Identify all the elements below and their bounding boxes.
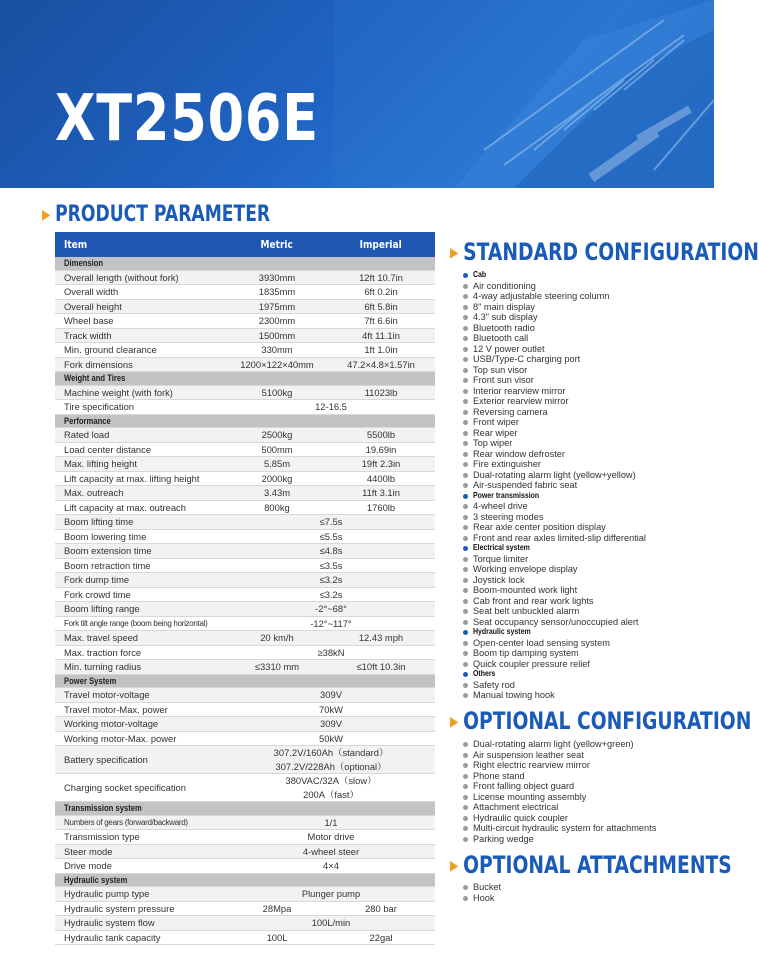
row-metric-value: 1835mm (227, 285, 327, 300)
list-category-text: Cab (473, 270, 487, 279)
list-item: Torque limiter (462, 554, 692, 565)
row-metric-value: 2500kg (227, 428, 327, 443)
row-item-label: Track width (55, 328, 227, 343)
list-item: 4.3" sub display (462, 312, 692, 323)
row-item-label: Fork dimensions (55, 357, 227, 372)
table-row (55, 299, 435, 314)
table-row (55, 815, 435, 830)
table-row (55, 916, 435, 931)
row-metric-value: 28Mpa (227, 901, 327, 916)
list-item: Boom-mounted work light (462, 585, 692, 596)
table-row (55, 314, 435, 329)
value-line-2: 307.2V/228Ah（optional） (275, 760, 387, 772)
table-row (55, 500, 435, 515)
model-title: XT2506E (55, 82, 319, 156)
table-section-row (55, 873, 435, 887)
table-row (55, 859, 435, 874)
list-item: Front and rear axles limited-slip differential (462, 533, 692, 544)
list-item: Front falling object guard (462, 781, 692, 792)
list-category (462, 491, 692, 502)
row-imperial-value: 5500lb (327, 428, 435, 443)
list-item: Rear window defroster (462, 449, 692, 460)
optional-attachments-list (462, 882, 692, 903)
list-item: Multi-circuit hydraulic system for attachments (462, 823, 692, 834)
row-imperial-value: 12.43 mph (327, 631, 435, 646)
row-imperial-value: 19ft 2.3in (327, 457, 435, 472)
list-category-text: Power transmission (473, 490, 540, 500)
list-category-text: Electrical system (473, 543, 530, 552)
row-merged-value: 12-16.5 (227, 400, 435, 415)
section-label-text: Power System (64, 675, 117, 686)
row-item-label: Hydraulic pump type (55, 887, 227, 902)
section-label-text: Transmission system (64, 803, 142, 813)
row-item-label: Drive mode (55, 859, 227, 874)
list-item: 3 steering modes (462, 512, 692, 523)
spec-table-body (55, 257, 435, 945)
arrow-right-icon: ▶ (42, 207, 51, 223)
row-item-label: Max. travel speed (55, 631, 227, 646)
list-item: Boom tip damping system (462, 648, 692, 659)
row-imperial-value: 280 bar (327, 901, 435, 916)
row-merged-value (227, 774, 435, 802)
value-line-1: 307.2V/160Ah（standard） (273, 747, 389, 758)
row-item-label: Max. lifting height (55, 457, 227, 472)
row-imperial-value: 22gal (327, 930, 435, 945)
list-item: Front sun visor (462, 375, 692, 386)
row-item-label: Machine weight (with fork) (55, 385, 227, 400)
row-merged-value: 309V (227, 688, 435, 703)
list-item: 12 V power outlet (462, 344, 692, 355)
list-item: Bucket (462, 882, 692, 893)
row-item-label: Charging socket specification (55, 774, 227, 802)
row-merged-value: ≤3.2s (227, 587, 435, 602)
list-item: 4-way adjustable steering column (462, 291, 692, 302)
list-item: Hydraulic quick coupler (462, 813, 692, 824)
row-item-label: Transmission type (55, 830, 227, 845)
list-item: Phone stand (462, 771, 692, 782)
table-row (55, 573, 435, 588)
row-item-label: Battery specification (55, 746, 227, 774)
row-merged-value: 4×4 (227, 859, 435, 874)
row-merged-value: ≤3.5s (227, 558, 435, 573)
table-row (55, 602, 435, 617)
row-item-label: Fork dump time (55, 573, 227, 588)
table-row (55, 717, 435, 732)
list-item: 4-wheel drive (462, 501, 692, 512)
table-row (55, 774, 435, 802)
row-metric-value: 1975mm (227, 299, 327, 314)
table-row (55, 558, 435, 573)
section-label-text: Weight and Tires (64, 373, 126, 383)
list-item: Rear axle center position display (462, 522, 692, 533)
row-metric-value: 1200×122×40mm (227, 357, 327, 372)
row-item-label: Wheel base (55, 314, 227, 329)
row-item-label: Steer mode (55, 844, 227, 859)
standard-configuration-title: ▶ STANDARD CONFIGURATION (450, 238, 759, 266)
table-row (55, 702, 435, 717)
row-merged-value: ≤3.2s (227, 573, 435, 588)
row-merged-value: 50kW (227, 731, 435, 746)
list-item: 8" main display (462, 302, 692, 313)
optional-configuration-list (462, 739, 692, 844)
table-row (55, 587, 435, 602)
row-item-label: Lift capacity at max. lifting height (55, 471, 227, 486)
list-category (462, 543, 692, 554)
row-item-label: Overall height (55, 299, 227, 314)
row-metric-value: 3.43m (227, 486, 327, 501)
row-metric-value: 1500mm (227, 328, 327, 343)
header-banner (0, 0, 714, 188)
row-metric-value: 800kg (227, 500, 327, 515)
row-merged-value: 4-wheel steer (227, 844, 435, 859)
list-item: License mounting assembly (462, 792, 692, 803)
table-row (55, 901, 435, 916)
list-item: Cab front and rear work lights (462, 596, 692, 607)
row-item-label: Hydraulic system flow (55, 916, 227, 931)
list-category (462, 270, 692, 281)
list-item: Dual-rotating alarm light (yellow+green) (462, 739, 692, 750)
table-row (55, 428, 435, 443)
list-category (462, 627, 692, 638)
row-imperial-value: 47.2×4.8×1.57in (327, 357, 435, 372)
table-row (55, 731, 435, 746)
list-item: Reversing camera (462, 407, 692, 418)
col-header-metric: Metric (227, 232, 327, 257)
arrow-right-icon: ▶ (450, 714, 459, 730)
section-label (55, 372, 435, 386)
table-row (55, 645, 435, 660)
list-item: Hook (462, 893, 692, 904)
optional-attachments-title: ▶ OPTIONAL ATTACHMENTS (450, 851, 732, 879)
row-merged-value: -2°~68° (227, 602, 435, 617)
list-item: Seat occupancy sensor/unoccupied alert (462, 617, 692, 628)
spec-table-header (55, 232, 435, 257)
row-item-label: Travel motor-Max. power (55, 702, 227, 717)
row-metric-value: 2000kg (227, 471, 327, 486)
list-item: Rear wiper (462, 428, 692, 439)
row-imperial-value: 1760lb (327, 500, 435, 515)
section-label (55, 674, 435, 688)
table-row (55, 486, 435, 501)
row-metric-value: 3930mm (227, 270, 327, 285)
row-item-label: Working motor-Max. power (55, 731, 227, 746)
row-metric-value: 20 km/h (227, 631, 327, 646)
table-row (55, 529, 435, 544)
row-merged-value: ≤5.5s (227, 529, 435, 544)
table-row (55, 688, 435, 703)
row-imperial-value: 6ft 5.8in (327, 299, 435, 314)
row-item-label: Hydraulic tank capacity (55, 930, 227, 945)
row-merged-value: ≤7.5s (227, 515, 435, 530)
list-item: Working envelope display (462, 564, 692, 575)
row-metric-value: 500mm (227, 442, 327, 457)
row-merged-value (227, 746, 435, 774)
row-merged-value: Motor drive (227, 830, 435, 845)
row-item-label: Load center distance (55, 442, 227, 457)
table-row (55, 270, 435, 285)
machine-photo-graphic (334, 0, 714, 188)
list-item: Top sun visor (462, 365, 692, 376)
value-line-2: 200A（fast） (303, 788, 359, 800)
list-item: Parking wedge (462, 834, 692, 845)
table-row (55, 544, 435, 559)
table-section-row (55, 257, 435, 270)
table-row (55, 887, 435, 902)
row-imperial-value: 7ft 6.6in (327, 314, 435, 329)
table-row (55, 631, 435, 646)
list-item: Exterior rearview mirror (462, 396, 692, 407)
list-item: Joystick lock (462, 575, 692, 586)
table-row (55, 930, 435, 945)
table-row (55, 830, 435, 845)
row-merged-value: 70kW (227, 702, 435, 717)
row-imperial-value: 4400lb (327, 471, 435, 486)
row-imperial-value: 19.69in (327, 442, 435, 457)
row-item-label: Overall width (55, 285, 227, 300)
row-item-label: Boom lifting time (55, 515, 227, 530)
row-item-label: Hydraulic system pressure (55, 901, 227, 916)
list-item: Dual-rotating alarm light (yellow+yellow) (462, 470, 692, 481)
row-merged-value: 309V (227, 717, 435, 732)
table-section-row (55, 372, 435, 386)
row-item-label: Numbers of gears (forward/backward) (55, 815, 227, 830)
section-label (55, 414, 435, 428)
row-imperial-value: 4ft 11.1in (327, 328, 435, 343)
list-item: Manual towing hook (462, 690, 692, 701)
list-item: Quick coupler pressure relief (462, 659, 692, 670)
row-item-label: Max. outreach (55, 486, 227, 501)
section-label (55, 802, 435, 816)
row-item-label: Rated load (55, 428, 227, 443)
table-row (55, 442, 435, 457)
row-item-label: Boom lifting range (55, 602, 227, 617)
row-metric-value: 5.85m (227, 457, 327, 472)
table-row (55, 343, 435, 358)
list-item: Right electric rearview mirror (462, 760, 692, 771)
row-merged-value: Plunger pump (227, 887, 435, 902)
row-metric-value: 5100kg (227, 385, 327, 400)
list-item: Safety rod (462, 680, 692, 691)
row-metric-value: 330mm (227, 343, 327, 358)
list-item: Air-suspended fabric seat (462, 480, 692, 491)
row-item-label: Tire specification (55, 400, 227, 415)
list-item: Open-center load sensing system (462, 638, 692, 649)
row-imperial-value: 12ft 10.7in (327, 270, 435, 285)
list-item: Bluetooth radio (462, 323, 692, 334)
section-label (55, 257, 435, 270)
list-item: Seat belt unbuckled alarm (462, 606, 692, 617)
row-imperial-value: ≤10ft 10.3in (327, 660, 435, 675)
table-row (55, 400, 435, 415)
table-row (55, 285, 435, 300)
list-category-text: Others (473, 669, 496, 678)
standard-configuration-list (462, 270, 692, 701)
row-item-label: Lift capacity at max. outreach (55, 500, 227, 515)
list-item: Bluetooth call (462, 333, 692, 344)
row-item-label: Min. ground clearance (55, 343, 227, 358)
table-row (55, 471, 435, 486)
row-imperial-value: 11ft 3.1in (327, 486, 435, 501)
list-item: Fire extinguisher (462, 459, 692, 470)
row-metric-value: 100L (227, 930, 327, 945)
col-header-item: Item (55, 232, 227, 257)
row-merged-value: 100L/min (227, 916, 435, 931)
list-category (462, 669, 692, 680)
section-label-text: Dimension (64, 258, 104, 268)
arrow-right-icon: ▶ (450, 858, 459, 874)
row-item-label: Boom retraction time (55, 558, 227, 573)
table-row (55, 616, 435, 631)
table-row (55, 457, 435, 472)
table-section-row (55, 414, 435, 428)
row-item-label: Travel motor-voltage (55, 688, 227, 703)
table-row (55, 660, 435, 675)
row-item-label: Working motor-voltage (55, 717, 227, 732)
list-item: Interior rearview mirror (462, 386, 692, 397)
optional-configuration-title: ▶ OPTIONAL CONFIGURATION (450, 707, 752, 735)
table-row (55, 385, 435, 400)
section-label (55, 873, 435, 887)
list-item: USB/Type-C charging port (462, 354, 692, 365)
list-category-text: Hydraulic system (473, 627, 531, 636)
row-item-label: Min. turning radius (55, 660, 227, 675)
row-imperial-value: 6ft 0.2in (327, 285, 435, 300)
product-parameter-title: ▶ PRODUCT PARAMETER (42, 202, 271, 227)
table-row (55, 515, 435, 530)
table-section-row (55, 802, 435, 816)
row-metric-value: ≤3310 mm (227, 660, 327, 675)
row-item-label: Overall length (without fork) (55, 270, 227, 285)
col-header-imperial: Imperial (327, 232, 435, 257)
row-imperial-value: 11023lb (327, 385, 435, 400)
list-item: Attachment electrical (462, 802, 692, 813)
row-imperial-value: 1ft 1.0in (327, 343, 435, 358)
row-metric-value: 2300mm (227, 314, 327, 329)
table-section-row (55, 674, 435, 688)
row-item-label: Boom lowering time (55, 529, 227, 544)
row-item-label: Fork tilt angle range (boom being horizontal) (55, 616, 227, 631)
row-merged-value: ≥38kN (227, 645, 435, 660)
spec-table (55, 232, 435, 945)
row-merged-value: 1/1 (227, 815, 435, 830)
table-row (55, 357, 435, 372)
row-item-label: Fork crowd time (55, 587, 227, 602)
row-item-label: Max. traction force (55, 645, 227, 660)
list-item: Air conditioning (462, 281, 692, 292)
row-merged-value: ≤4.8s (227, 544, 435, 559)
section-label-text: Performance (64, 415, 111, 426)
row-merged-value: -12°~117° (227, 616, 435, 631)
list-item: Top wiper (462, 438, 692, 449)
table-row (55, 746, 435, 774)
list-item: Air suspension leather seat (462, 750, 692, 761)
section-label-text: Hydraulic system (64, 874, 128, 885)
table-row (55, 844, 435, 859)
list-item: Front wiper (462, 417, 692, 428)
arrow-right-icon: ▶ (450, 245, 459, 261)
table-row (55, 328, 435, 343)
value-line-1: 380VAC/32A（slow） (285, 775, 377, 786)
row-item-label: Boom extension time (55, 544, 227, 559)
